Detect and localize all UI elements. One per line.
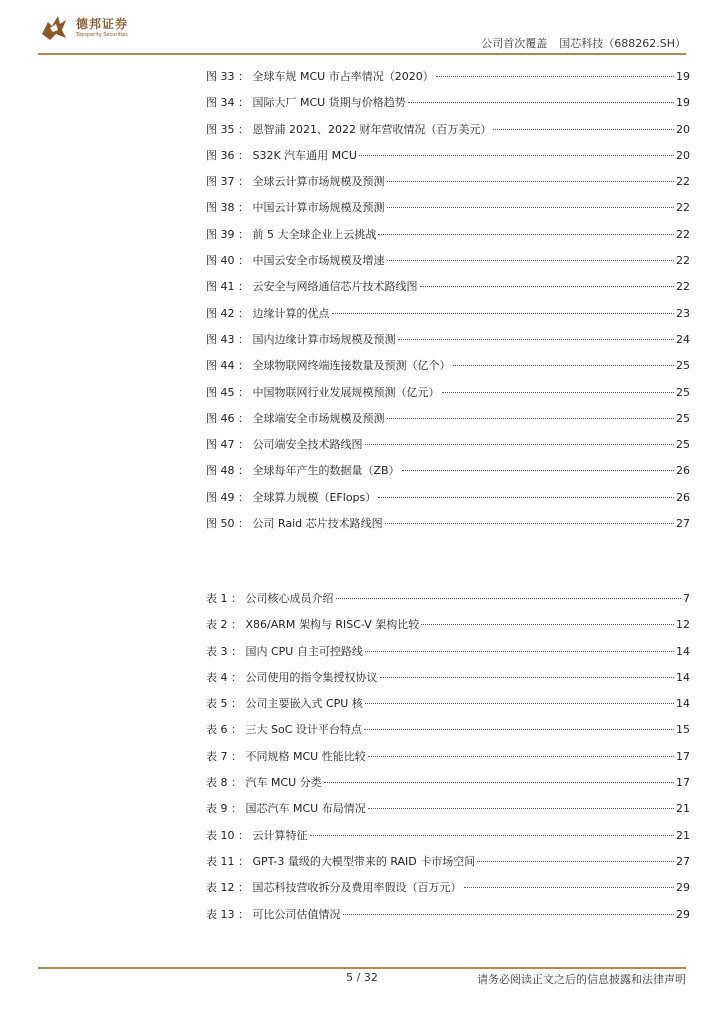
table-entry-label: 表 1 ： 公司核心成员介绍 bbox=[206, 592, 334, 605]
table-entry-page: 14 bbox=[676, 670, 690, 684]
dot-leader bbox=[436, 76, 674, 77]
figure-entry-label: 图 39 ： 前 5 大全球企业上云挑战 bbox=[206, 227, 377, 241]
table-entry-label: 表 3 ： 国内 CPU 自主可控路线 bbox=[206, 644, 363, 658]
figure-entry[interactable] bbox=[206, 436, 690, 462]
figure-entry[interactable] bbox=[206, 173, 690, 199]
table-entry-page: 17 bbox=[676, 776, 690, 790]
figure-entry[interactable] bbox=[206, 384, 690, 410]
figure-entry-label: 图 35 ： 恩智浦 2021、2022 财年营收情况（百万美元） bbox=[206, 122, 492, 136]
dot-leader bbox=[387, 260, 675, 261]
table-entry[interactable] bbox=[206, 590, 690, 616]
figure-entry[interactable] bbox=[206, 331, 690, 357]
table-entry[interactable] bbox=[206, 800, 690, 826]
figure-entry[interactable] bbox=[206, 199, 690, 225]
figure-entry-page: 25 bbox=[676, 385, 690, 399]
logo-name-cn: 德邦证券 bbox=[76, 17, 129, 31]
table-entry[interactable] bbox=[206, 853, 690, 879]
figure-entry-page: 26 bbox=[676, 490, 690, 504]
table-entry-label: 表 8 ： 汽车 MCU 分类 bbox=[206, 776, 322, 790]
figure-entry[interactable] bbox=[206, 226, 690, 252]
dot-leader bbox=[385, 523, 674, 524]
dot-leader bbox=[421, 624, 674, 625]
dot-leader bbox=[380, 677, 675, 678]
table-entry-page: 12 bbox=[676, 618, 690, 632]
table-entry-page: 17 bbox=[676, 749, 690, 763]
table-entry[interactable] bbox=[206, 879, 690, 905]
dot-leader bbox=[442, 392, 675, 393]
figure-entry-page: 22 bbox=[676, 175, 690, 189]
dot-leader bbox=[368, 756, 674, 757]
figure-entry-label: 图 46 ： 全球端安全市场规模及预测 bbox=[206, 411, 385, 425]
table-entry-page: 21 bbox=[676, 828, 690, 842]
dot-leader bbox=[387, 181, 675, 182]
figure-entry-label: 图 37 ： 全球云计算市场规模及预测 bbox=[206, 175, 385, 189]
table-entry-page: 15 bbox=[676, 723, 690, 737]
figure-entry-label: 图 50 ： 公司 Raid 芯片技术路线图 bbox=[206, 517, 383, 531]
dot-leader bbox=[378, 497, 674, 498]
table-entry[interactable] bbox=[206, 669, 690, 695]
figure-entry-label: 图 38 ： 中国云计算市场规模及预测 bbox=[206, 201, 385, 215]
dot-leader bbox=[408, 102, 674, 103]
table-entry-page: 14 bbox=[676, 644, 690, 658]
table-entry-page: 27 bbox=[676, 854, 690, 868]
figure-entry-label: 图 47 ： 公司端安全技术路线图 bbox=[206, 438, 363, 452]
table-entry[interactable] bbox=[206, 774, 690, 800]
figure-entry[interactable] bbox=[206, 462, 690, 488]
figure-entry[interactable] bbox=[206, 489, 690, 515]
dot-leader bbox=[398, 339, 675, 340]
table-entry-page: 14 bbox=[676, 697, 690, 711]
figure-entry-label: 图 43 ： 国内边缘计算市场规模及预测 bbox=[206, 332, 396, 346]
dot-leader bbox=[378, 234, 674, 235]
table-entry-page: 21 bbox=[676, 802, 690, 816]
legal-disclaimer: 请务必阅读正文之后的信息披露和法律声明 bbox=[477, 973, 686, 986]
table-entry[interactable] bbox=[206, 721, 690, 747]
figure-entry-label: 图 42 ： 边缘计算的优点 bbox=[206, 306, 330, 320]
figure-entry[interactable] bbox=[206, 515, 690, 541]
figure-entry[interactable] bbox=[206, 121, 690, 147]
figure-entry-page: 22 bbox=[676, 254, 690, 268]
table-entry-label: 表 11 ： GPT-3 量级的大模型带来的 RAID 卡市场空间 bbox=[206, 854, 476, 868]
dot-leader bbox=[365, 703, 674, 704]
figure-entry-page: 25 bbox=[676, 438, 690, 452]
table-list bbox=[206, 590, 690, 932]
table-entry-label: 表 7 ： 不同规格 MCU 性能比较 bbox=[206, 749, 366, 763]
table-entry[interactable] bbox=[206, 748, 690, 774]
figure-entry[interactable] bbox=[206, 147, 690, 173]
table-entry-label: 表 2 ： X86/ARM 架构与 RISC-V 架构比较 bbox=[206, 618, 420, 632]
dot-leader bbox=[493, 129, 674, 130]
table-entry-label: 表 12 ： 国芯科技营收拆分及费用率假设（百万元） bbox=[206, 881, 462, 895]
table-entry-page: 29 bbox=[676, 881, 690, 895]
table-entry[interactable] bbox=[206, 643, 690, 669]
figure-entry-page: 22 bbox=[676, 280, 690, 294]
figure-entry-label: 图 41 ： 云安全与网络通信芯片技术路线图 bbox=[206, 280, 418, 294]
figure-entry[interactable] bbox=[206, 94, 690, 120]
figure-entry-page: 23 bbox=[676, 306, 690, 320]
dot-leader bbox=[402, 470, 674, 471]
table-entry[interactable] bbox=[206, 827, 690, 853]
dot-leader bbox=[464, 887, 675, 888]
table-entry-page: 29 bbox=[676, 907, 690, 921]
dot-leader bbox=[387, 207, 675, 208]
report-header bbox=[481, 35, 686, 51]
figure-entry-page: 19 bbox=[676, 96, 690, 110]
dot-leader bbox=[310, 835, 675, 836]
table-entry-label: 表 6 ： 三大 SoC 设计平台特点 bbox=[206, 723, 362, 737]
dot-leader bbox=[359, 155, 674, 156]
figure-entry[interactable] bbox=[206, 305, 690, 331]
figure-entry-page: 25 bbox=[676, 411, 690, 425]
figure-entry-label: 图 44 ： 全球物联网终端连接数量及预测（亿个） bbox=[206, 359, 451, 373]
logo-name-en: Topsperity Securities bbox=[76, 32, 128, 38]
table-entry-label: 表 9 ： 国芯汽车 MCU 布局情况 bbox=[206, 802, 366, 816]
dot-leader bbox=[453, 365, 675, 366]
figure-entry[interactable] bbox=[206, 410, 690, 436]
figure-entry-label: 图 48 ： 全球每年产生的数据量（ZB） bbox=[206, 464, 400, 478]
table-entry[interactable] bbox=[206, 616, 690, 642]
figure-entry-label: 图 40 ： 中国云安全市场规模及增速 bbox=[206, 254, 385, 268]
dot-leader bbox=[420, 286, 675, 287]
figure-entry-page: 22 bbox=[676, 201, 690, 215]
table-entry[interactable] bbox=[206, 906, 690, 932]
table-entry-label: 表 5 ： 公司主要嵌入式 CPU 核 bbox=[206, 697, 363, 711]
figure-entry-page: 26 bbox=[676, 464, 690, 478]
dot-leader bbox=[387, 418, 675, 419]
report-type: 公司首次覆盖 bbox=[481, 37, 548, 50]
figure-entry[interactable] bbox=[206, 278, 690, 304]
figure-entry-label: 图 33 ： 全球车规 MCU 市占率情况（2020） bbox=[206, 70, 434, 83]
figure-entry[interactable] bbox=[206, 357, 690, 383]
figure-list bbox=[206, 68, 690, 541]
company-title: 国芯科技（688262.SH） bbox=[559, 37, 686, 50]
figure-entry-label: 图 36 ： S32K 汽车通用 MCU bbox=[206, 148, 357, 162]
table-entry-page: 7 bbox=[683, 592, 690, 605]
figure-entry-page: 25 bbox=[676, 359, 690, 373]
figure-entry-page: 22 bbox=[676, 227, 690, 241]
figure-entry-page: 20 bbox=[676, 148, 690, 162]
dot-leader bbox=[332, 313, 675, 314]
company-logo bbox=[38, 12, 128, 44]
figure-entry-page: 24 bbox=[676, 332, 690, 346]
page-number: 5 / 32 bbox=[346, 971, 378, 984]
table-entry-label: 表 4 ： 公司使用的指令集授权协议 bbox=[206, 670, 378, 684]
footer-divider bbox=[38, 967, 686, 969]
dragon-logo-icon bbox=[38, 12, 70, 44]
figure-entry-label: 图 34 ： 国际大厂 MCU 货期与价格趋势 bbox=[206, 96, 406, 110]
header-divider bbox=[38, 53, 686, 55]
figure-entry-page: 20 bbox=[676, 122, 690, 136]
figure-entry-page: 27 bbox=[676, 517, 690, 531]
dot-leader bbox=[477, 861, 674, 862]
dot-leader bbox=[368, 808, 674, 809]
dot-leader bbox=[364, 729, 674, 730]
dot-leader bbox=[365, 444, 675, 445]
figure-entry[interactable] bbox=[206, 68, 690, 94]
table-entry[interactable] bbox=[206, 695, 690, 721]
dot-leader bbox=[324, 782, 674, 783]
figure-entry[interactable] bbox=[206, 252, 690, 278]
figure-entry-label: 图 45 ： 中国物联网行业发展规模预测（亿元） bbox=[206, 385, 440, 399]
dot-leader bbox=[365, 651, 674, 652]
table-entry-label: 表 10 ： 云计算特征 bbox=[206, 828, 308, 842]
dot-leader bbox=[336, 598, 682, 599]
dot-leader bbox=[343, 914, 675, 915]
figure-entry-page: 19 bbox=[676, 70, 690, 83]
table-entry-label: 表 13 ： 可比公司估值情况 bbox=[206, 907, 341, 921]
figure-entry-label: 图 49 ： 全球算力规模（EFlops） bbox=[206, 490, 377, 504]
